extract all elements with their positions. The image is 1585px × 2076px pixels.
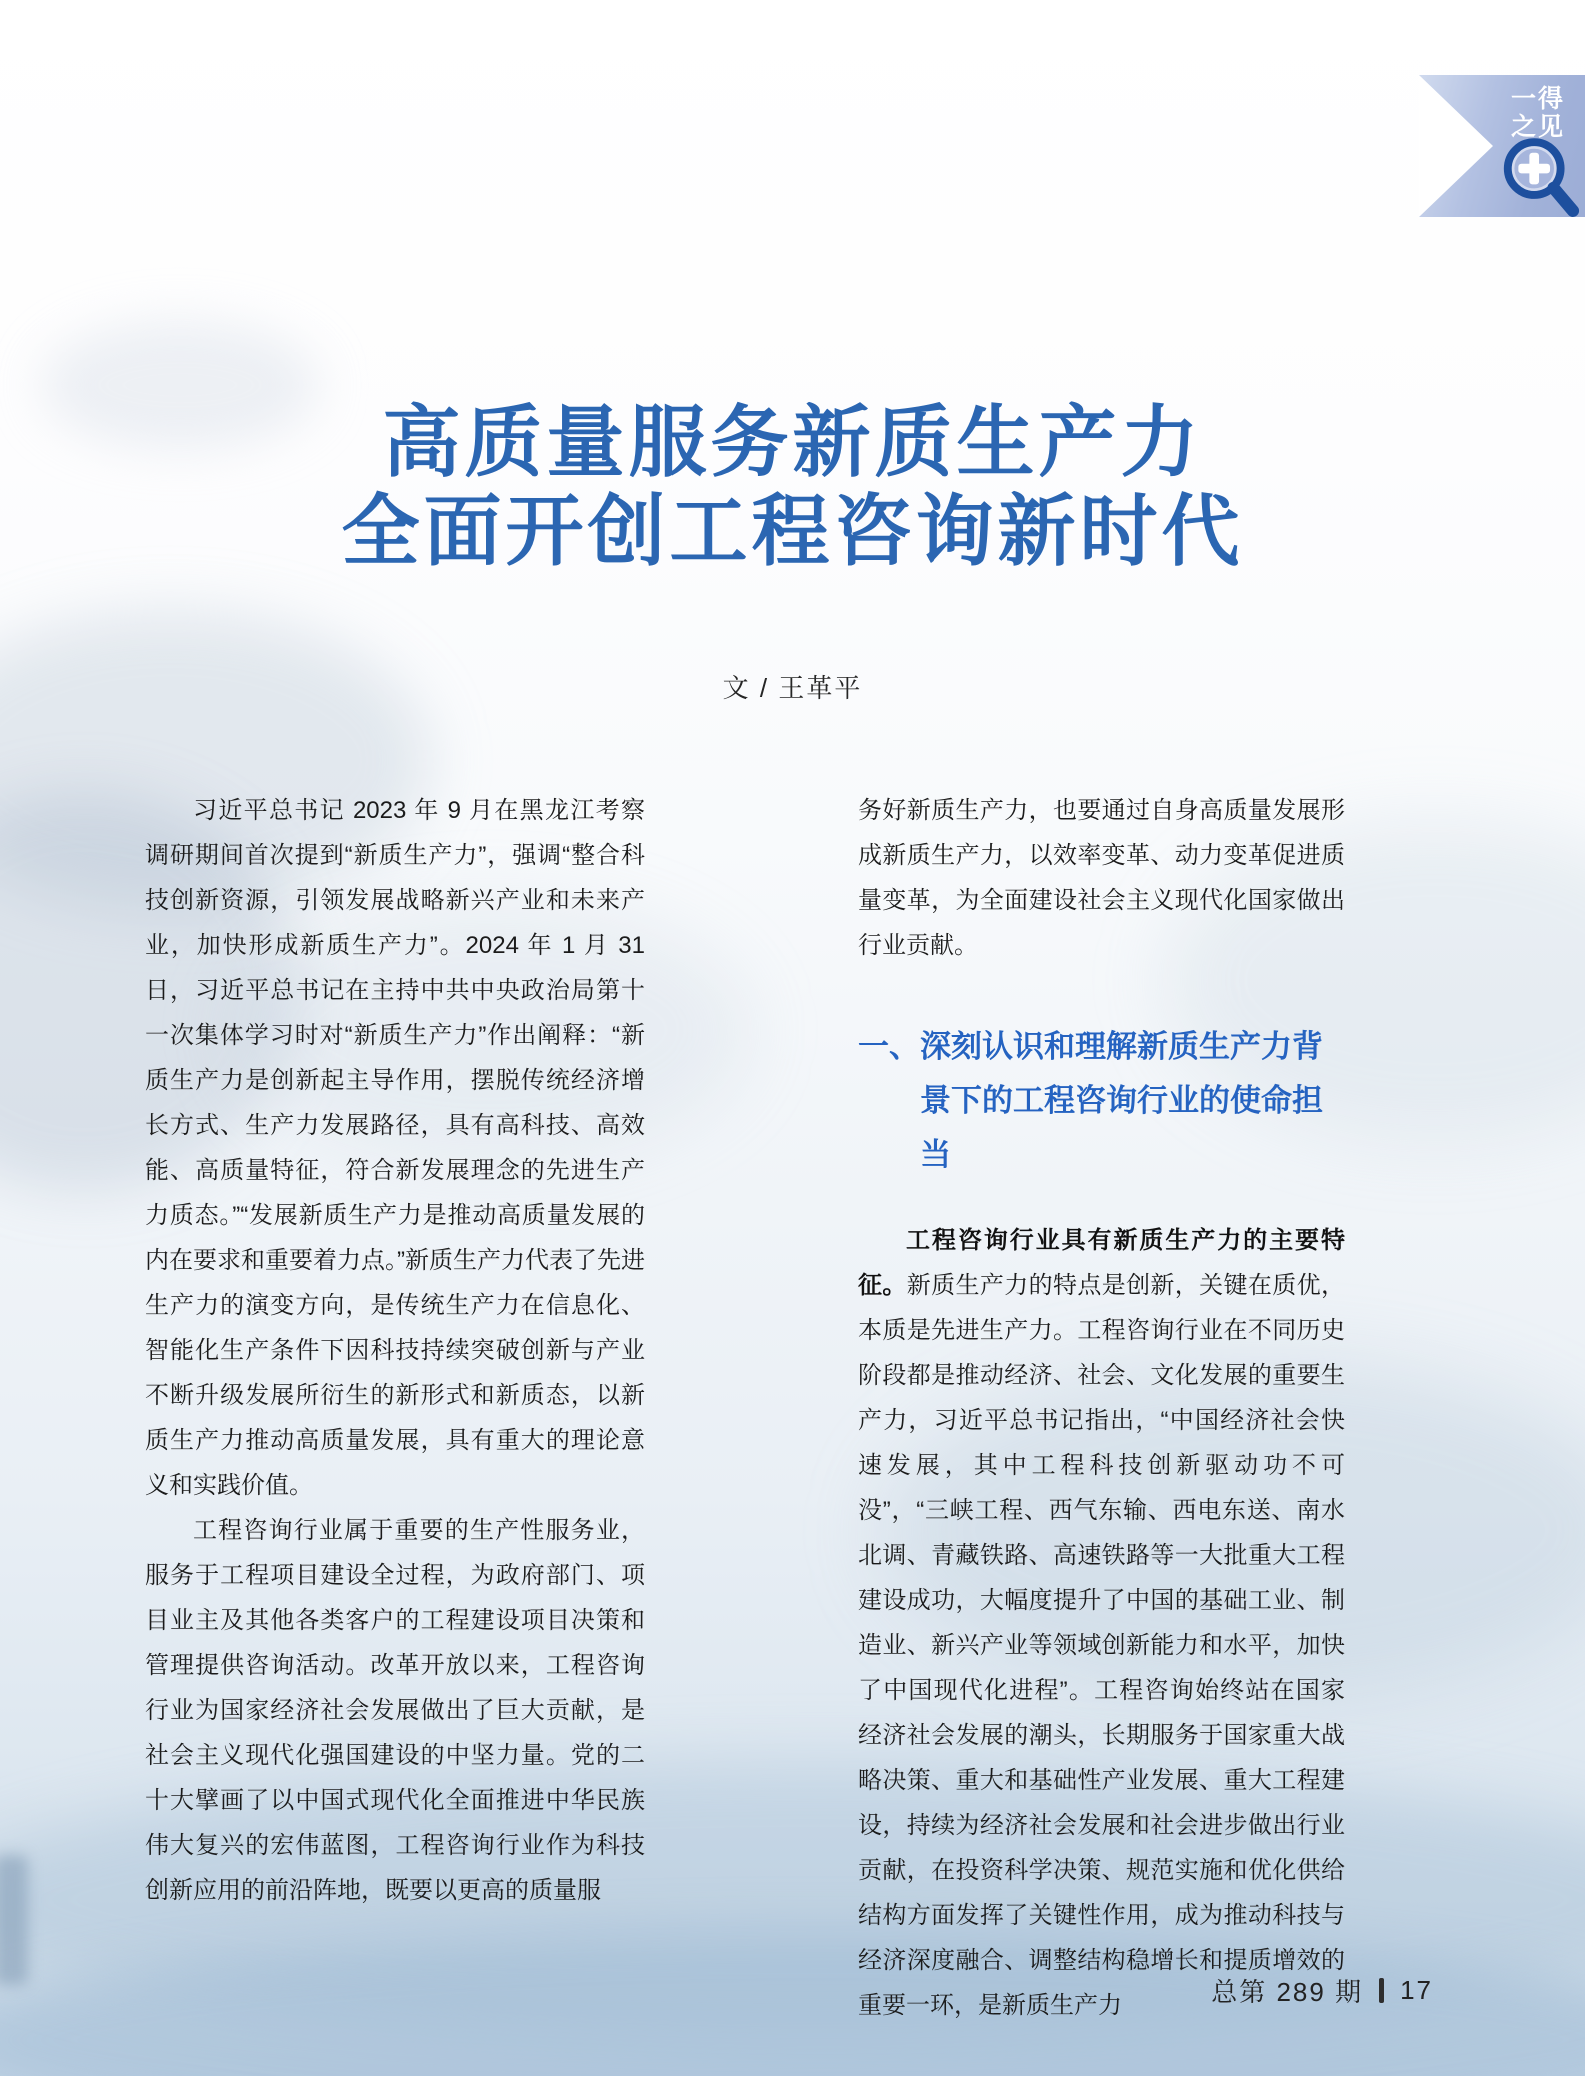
byline: 文 / 王革平 bbox=[722, 673, 863, 703]
paragraph-continuation: 务好新质生产力，也要通过自身高质量发展形成新质生产力，以效率变革、动力变革促进质量变革，为全面建设社会主义现代化国家做出行业贡献。 bbox=[858, 797, 1345, 959]
footer-separator-bar bbox=[1379, 1978, 1384, 2003]
article-title-line1: 高质量服务新质生产力 bbox=[382, 398, 1203, 486]
section-heading bbox=[858, 1020, 1345, 1182]
column-banner bbox=[1419, 75, 1585, 217]
paragraph: 工程咨询行业属于重要的生产性服务业，服务于工程项目建设全过程，为政府部门、项目业主及其他各类客户的工程建设项目决策和管理提供咨询活动。改革开放以来，工程咨询行业为国家经济社会发展做出了巨大贡献，是社会主义现代化强国建设的中坚力量。党的二十大擘画了以中国式现代化全面推进中华民族伟大复兴的宏伟蓝图，工程咨询行业作为科技创新应用的前沿阵地，既要以更高的质量服 bbox=[145, 1517, 645, 1904]
lead-sentence: 工程咨询行业具有新质生产力的主要特征。 bbox=[858, 1227, 1345, 1299]
section-heading-text: 深刻认识和理解新质生产力背景下的工程咨询行业的使命担当 bbox=[920, 1029, 1323, 1172]
paragraph: 习近平总书记 2023 年 9 月在黑龙江考察调研期间首次提到“新质生产力”，强调“整合科技创新资源，引领发展战略新兴产业和未来产业，加快形成新质生产力”。2024 年 1 月 31 日，习近平总书记在主持中共中央政治局第十一次集体学习时对“新质生产力”作出阐释：“新质生产力是创新起主导作用，摆脱传统经济增长方式、生产力发展路径，具有高科技、高效能、高质量特征，符合新发展理念的先进生产力质态。”“发展新质生产力是推动高质量发展的内在要求和重要着力点。”新质生产力代表了先进生产力的演变方向，是传统生产力在信息化、智能化生产条件下因科技持续突破创新与产业不断升级发展所衍生的新形式和新质态，以新质生产力推动高质量发展，具有重大的理论意义和实践价值。 bbox=[145, 797, 645, 1499]
article-title bbox=[0, 398, 1585, 576]
issue-label: 总第 289 期 bbox=[1211, 1977, 1364, 2007]
edge-wash bbox=[0, 1855, 28, 1985]
left-column bbox=[145, 788, 645, 1913]
paragraph bbox=[858, 1218, 1345, 2028]
article-title-line2: 全面开创工程咨询新时代 bbox=[341, 487, 1244, 575]
banner-chevron-notch bbox=[1419, 75, 1493, 217]
paragraph-body: 新质生产力的特点是创新，关键在质优，本质是先进生产力。工程咨询行业在不同历史阶段都是推动经济、社会、文化发展的重要生产力，习近平总书记指出，“中国经济社会快速发展，其中工程科技创新驱动功不可没”，“三峡工程、西气东输、西电东送、南水北调、青藏铁路、高速铁路等一大批重大工程建设成功，大幅度提升了中国的基础工业、制造业、新兴产业等领域创新能力和水平，加快了中国现代化进程”。工程咨询始终站在国家经济社会发展的潮头，长期服务于国家重大战略决策、重大和基础性产业发展、重大工程建设，持续为经济社会发展和社会进步做出行业贡献，在投资科学决策、规范实施和优化供给结构方面发挥了关键性作用，成为推动科技与经济深度融合、调整结构稳增长和提质增效的重要一环，是新质生产力 bbox=[858, 1272, 1346, 2019]
section-heading-number: 一、 bbox=[858, 1029, 920, 1064]
right-column bbox=[858, 788, 1345, 2028]
magnifier-plus-icon bbox=[1499, 133, 1585, 227]
banner-label-line1: 一得 bbox=[1510, 85, 1565, 113]
banner-label-line2: 之见 bbox=[1510, 113, 1565, 141]
page-footer bbox=[1211, 1972, 1433, 2009]
page-number: 17 bbox=[1400, 1975, 1433, 2005]
